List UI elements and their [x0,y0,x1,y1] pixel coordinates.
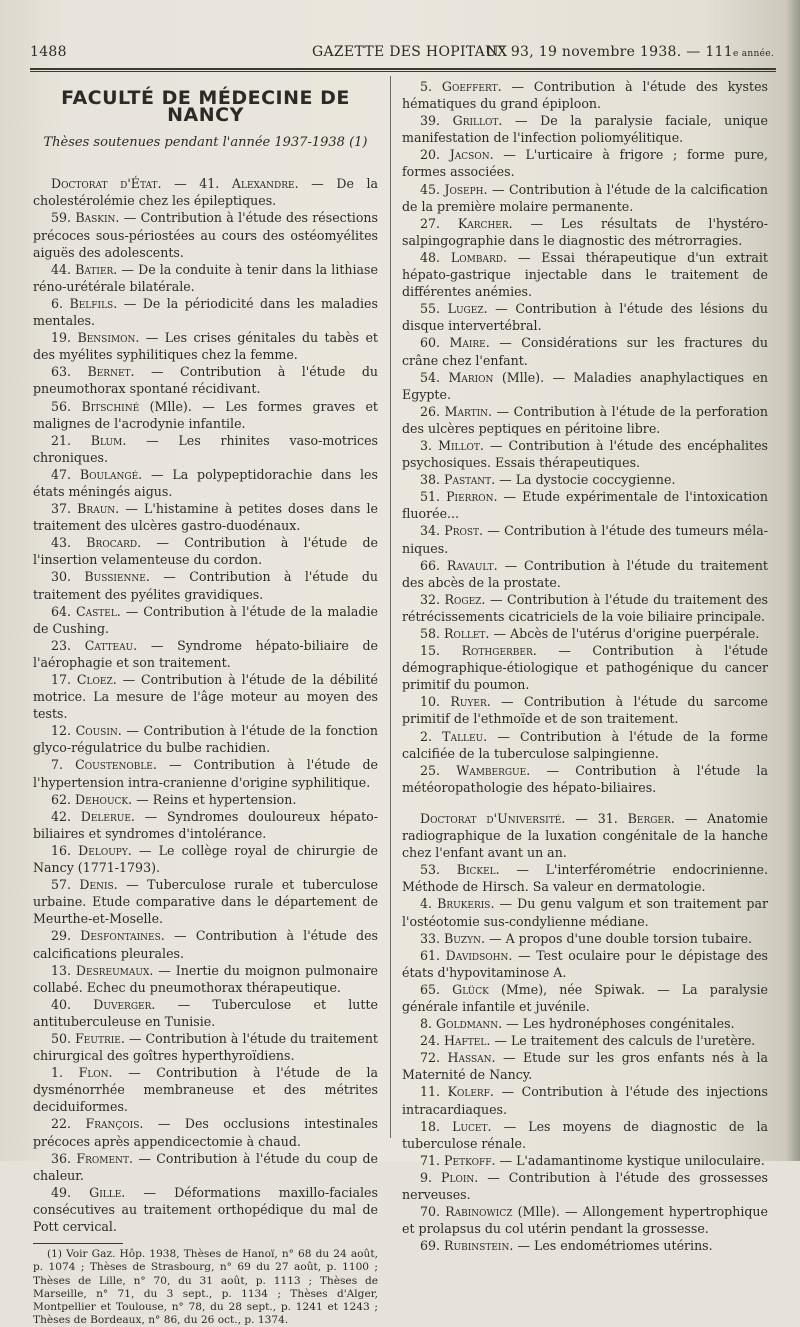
entry-number: 48. [420,249,441,265]
entry-title: — Essai thérapeutique d'un extrait hépato-gastrique injectable dans le traitement de différentes anémies. [402,249,768,300]
entry-title: — Contribution à l'étude du traitement des pyélites gravidiques. [33,569,378,602]
entry-number: 1. [51,1065,64,1081]
entry-author: Brocard. [86,535,142,551]
entry-number: 29. [51,928,72,944]
thesis-entry [402,1032,768,1049]
entry-author: Batier. [75,261,118,277]
entry-title: — Contribution à l'étude de la débilité motrice. La mesure de l'âge moteur au moyen des tests. [33,672,378,722]
entry-number: 69. [420,1238,441,1254]
entry-author: Feutrie. [75,1030,125,1046]
entry-number: 37. [51,501,72,517]
entry-author: Haftel. [444,1033,491,1049]
thesis-entry [402,728,768,762]
entry-author: Bussienne. [84,569,150,585]
thesis-entry [402,249,768,300]
entry-title: — Tuberculose et lutte antituberculeuse en Tunisie. [33,996,378,1029]
entry-number: 27. [420,215,441,231]
thesis-entry [33,261,378,295]
entry-author: Duverger. [93,996,156,1012]
thesis-entry [402,642,768,693]
thesis-entry [33,603,378,637]
issue-suffix: e année. [732,49,774,59]
thesis-entry [402,146,768,180]
thesis-entry [402,693,768,727]
entry-number: 65. [420,981,441,997]
entry-title: — Test oculaire pour le dépistage des états d'hypovitaminose A. [402,947,768,980]
entry-author: Millot. [438,437,484,453]
entry-author: Bitschiné [81,398,140,414]
entry-author: Wambergue. [456,762,531,778]
thesis-entry [402,471,768,488]
thesis-entry [33,637,378,671]
entry-number: 11. [420,1084,441,1100]
entry-number: 43. [51,535,72,551]
entry-title: — Du genu valgum et son traitement par l'ostéotomie sus-condylienne médiane. [402,896,768,929]
entry-author: Goeffert. [441,79,502,94]
entry-title: — Contribution à l'étude de la fonction glyco-régulatrice du bulbe rachidien. [33,723,378,756]
entry-author: Petkoff. [444,1152,496,1168]
entry-title: — Contribution à l'étude des injections intracardiaques. [402,1084,768,1117]
right-column [402,78,768,1254]
thesis-entry [33,1150,378,1184]
entry-title: — La dystocie coccygienne. [499,472,676,488]
entry-number: 42. [51,808,72,824]
entry-number: 16. [51,842,72,858]
entry-author: Jacson. [449,147,494,163]
entry-number: 18. [420,1118,441,1134]
thesis-entry [402,403,768,437]
thesis-entry [33,568,378,602]
entry-title: — Etude expérimentale de l'intoxication fluorée... [402,489,768,522]
entry-number: 40. [51,996,72,1012]
entry-title: — De la paralysie faciale, unique manifestation de l'infection poliomyélitique. [402,113,768,146]
entry-author: Froment. [76,1150,133,1166]
entry-number: 8. [420,1016,433,1032]
entry-number: 72. [420,1050,441,1066]
thesis-entry [402,522,768,556]
entry-number: 13. [51,962,72,978]
entry-title: — Syndrome hépato-biliaire de l'aérophagie et son traitement. [33,637,378,670]
entry-title: (Mlle). — Les formes graves et malignes de l'acrodynie infantile. [33,398,378,431]
thesis-entry [402,112,768,146]
entry-title: — Contribution à l'étude des kystes hématiques du grand épiploon. [402,79,768,112]
entry-author: Ravault. [446,557,498,573]
entry-title: — Contribution à l'étude démographique-étiologique et pathogénique du cancer primitif du poumon. [402,643,768,693]
entry-number: 30. [51,569,72,585]
footnote: (1) Voir Gaz. Hôp. 1938, Thèses de Hanoï, n° 68 du 24 août, p. 1074 ; Thèses de Strasbourg, n° 69 du 27 août, p. 1100 ; Thèses de Lille, n° 70, du 31 août, p. 1113 ; Thèses de Marseille, n° 71, du 3 sept., p. 1134 ; Thèses d'Alger, Montpellier et Toulouse, n° 78, du 28 sept., p. 1241 et 1243 ; Thèses de Bordeaux, n° 86, du 26 oct., p. 1374. [33,1248,378,1327]
entry-author: Martin. [444,403,493,419]
page-edge-shadow [786,0,800,1161]
entry-author: Coustenoble. [75,757,157,773]
entry-number: 62. [51,791,72,807]
thesis-entry [33,1030,378,1064]
entry-author: Pastant. [444,472,496,488]
entry-title: — L'interférométrie endocrinienne. Méthode de Hirsch. Sa valeur en dermatologie. [402,862,768,895]
entry-number: 61. [420,947,441,963]
doctorat-etat-heading: Doctorat d'État. — 41. Alexandre. — De la cholestérolémie chez les épileptiques. [33,176,379,209]
entry-author: Desfontaines. [80,928,165,944]
entry-number: 71. [420,1152,441,1168]
thesis-entry [402,1118,768,1152]
thesis-entry [33,363,378,397]
thesis-entry [402,861,768,895]
thesis-entry [402,1015,768,1032]
entry-number: 26. [420,403,441,419]
entry-number: 20. [420,147,441,163]
thesis-entry [33,756,378,790]
entry-author: Cousin. [75,723,122,739]
thesis-entry [33,329,378,363]
entry-title: — L'histamine à petites doses dans le traitement des ulcères gastro-duodénaux. [33,501,378,534]
entry-number: 58. [420,626,441,641]
entry-title: — De la cholestérolémie chez les épileptiques. [33,176,379,209]
thesis-entry [402,625,768,642]
entry-number: 4. [420,896,433,912]
thesis-entry [33,1064,378,1115]
entry-author: Lugez. [447,301,488,317]
thesis-entry [33,962,378,996]
entry-author: Ploin. [441,1169,479,1185]
entry-author: Pierron. [446,489,498,505]
entry-title: — De la conduite à tenir dans la lithiase réno-urétérale bilatérale. [33,261,378,294]
thesis-entry [33,1184,378,1235]
entry-title: (Mme), née Spiwak. — La paralysie générale infantile et juvénile. [402,981,768,1014]
left-column [33,78,378,1327]
entry-title: — Le collège royal de chirurgie de Nancy (1771-1793). [33,842,378,876]
entry-number: 49. [51,1184,72,1200]
thesis-entry [33,808,378,842]
entry-title: — Contribution à l'étude du traitement chirurgical des goîtres hyperthyroïdiens. [33,1030,378,1064]
entry-number: 41. [199,176,220,192]
thesis-entry [33,432,378,466]
thesis-entry [33,1115,378,1149]
entry-number: 9. [420,1169,433,1185]
entry-title: — Les hydronéphoses congénitales. [506,1016,735,1032]
entry-title: — Contribution à l'étude de la forme calcifiée de la tuberculose salpingienne. [402,728,768,761]
page-number: 1488 [30,44,67,60]
column-separator [390,76,391,1138]
entry-title: — Contribution à l'étude de l'insertion velamenteuse du cordon. [33,535,378,568]
entry-author: Cloez. [76,672,117,687]
entry-title: — Les moyens de diagnostic de la tuberculose rénale. [402,1118,768,1151]
entry-number: 38. [420,472,441,488]
entry-author: Rothgerber. [461,643,537,659]
entry-number: 53. [420,862,441,878]
entry-number: 55. [420,301,441,317]
footnote-rule [33,1243,123,1244]
entry-title: — Contribution à l'étude de la maladie de Cushing. [33,603,378,636]
entry-title: — Contribution à l'étude des lésions du disque intervertébral. [402,301,768,334]
section-label: Doctorat d'Université. [420,810,566,826]
entry-author: Bensimon. [77,330,140,346]
entry-author: Blum. [90,432,127,448]
entry-title: — Syndromes douloureux hépato-biliaires et syndromes d'intolérance. [33,808,378,841]
thesis-entry [33,671,378,722]
entry-number: 23. [51,637,72,653]
entry-title: — A propos d'une double torsion tubaire. [488,930,753,946]
entry-title: — Contribution à l'étude des encéphalites psychosiques. Essais thérapeutiques. [402,437,768,471]
entry-number: 51. [420,489,441,505]
entry-author: Dehouck. [75,791,133,807]
entry-title: — Etude sur les gros enfants nés à la Maternité de Nancy. [402,1050,768,1083]
entry-title: — Anatomie radiographique de la luxation congénitale de la hanche chez l'enfant avant un an. [402,810,768,861]
thesis-entry [33,209,378,260]
entry-title: — Contribution à l'étude du traitement des rétrécissements cicatriciels de la voie biliaire principale. [402,591,768,624]
thesis-entry [402,1049,768,1083]
entry-author: Rubinstein. [444,1238,514,1254]
entry-author: Glück [452,981,489,997]
entry-title: — Les crises génitales du tabès et des myélites syphilitiques chez la femme. [33,330,378,363]
entry-number: 56. [51,398,72,414]
entry-number: 5. [420,79,433,94]
right-thesis-list [402,78,768,796]
entry-author: Boulangé. [79,466,143,482]
issue-text: N° 93, 19 novembre 1938. — 111 [486,44,733,60]
section-label: Doctorat d'État. [51,176,162,192]
entry-author: Rabinowicz [445,1204,513,1220]
thesis-entry [33,876,378,927]
thesis-entry [33,466,378,500]
entry-number: 22. [51,1116,72,1132]
entry-author: Bernet. [87,364,135,380]
header-rule [30,68,776,72]
thesis-entry [402,334,768,368]
entry-number: 7. [51,757,64,773]
entry-title: — L'urticaire à frigore ; forme pure, formes associées. [402,147,768,180]
entry-author: Marion [448,369,494,385]
entry-author: Castel. [75,603,121,619]
entry-number: 39. [420,113,441,129]
doctorat-universite-heading: Doctorat d'Université. — 31. Berger. — Anatomie radiographique de la luxation congénitale de la hanche chez l'enfant avant un an. [402,810,768,861]
entry-number: 47. [51,466,72,482]
thesis-entry [33,534,378,568]
thesis-entry [402,369,768,403]
entry-title: — La polypeptidorachie dans les états méningés aigus. [33,466,378,499]
entry-title: — Abcès de l'utérus d'origine puerpérale. [493,626,760,641]
entry-number: 63. [51,364,72,380]
entry-author: Berger. [627,810,675,826]
entry-number: 45. [420,181,441,197]
entry-author: Delerue. [80,808,135,824]
entry-author: Deloupy. [78,842,132,858]
entry-author: Grillot. [452,113,503,129]
thesis-entry [402,437,768,471]
thesis-entry [402,895,768,929]
thesis-entry [402,981,768,1015]
entry-author: Catteau. [84,637,138,653]
entry-author: Karcher. [457,215,513,231]
entry-author: Davidsohn. [445,947,513,963]
thesis-entry [33,500,378,534]
thesis-entry [402,591,768,625]
entry-title: — L'adamantinome kystique uniloculaire. [499,1152,765,1168]
thesis-entry [33,295,378,329]
entry-title: — Contribution à l'étude du pneumothorax spontané récidivant. [33,364,378,397]
entry-author: Baskin. [75,210,120,226]
thesis-entry [402,300,768,334]
entry-title: — Les résultats de l'hystéro-salpingographie dans le diagnostic des métrorragies. [402,215,768,248]
entry-author: Kolerf. [447,1084,494,1100]
page-header [30,44,774,66]
entry-number: 70. [420,1204,441,1220]
entry-title: — Contribution à l'étude de l'hypertension intra-cranienne d'origine syphilitique. [33,757,378,790]
section-title: FACULTÉ DE MÉDECINE DE NANCY [61,87,350,127]
entry-number: 59. [51,210,72,226]
entry-author: Alexandre. [231,176,299,192]
entry-number: 24. [420,1033,441,1049]
entry-author: Rogez. [444,591,486,607]
thesis-entry [33,927,378,961]
entry-author: Goldmann. [436,1016,503,1032]
entry-number: 25. [420,762,441,778]
thesis-entry [33,722,378,756]
entry-number: 60. [420,335,441,351]
entry-number: 54. [420,369,441,385]
thesis-entry [402,1237,768,1254]
thesis-entry [402,1169,768,1203]
thesis-entry [402,930,768,947]
thesis-entry [402,215,768,249]
thesis-entry [402,78,768,112]
entry-author: Denis. [79,877,118,893]
entry-title: — Contribution à l'étude de la perforation des ulcères peptiques en péritoine libre. [402,403,768,436]
entry-title: — De la périodicité dans les maladies mentales. [33,295,378,329]
entry-author: Desreumaux. [75,962,154,978]
thesis-entry [402,488,768,522]
section-subtitle: Thèses soutenues pendant l'année 1937-1938 (1) [43,135,368,151]
entry-author: Gille. [89,1184,126,1200]
entry-number: 33. [420,930,441,946]
universite-thesis-list [402,861,768,1254]
entry-author: Ruyer. [450,694,491,710]
entry-number: 2. [420,728,433,744]
entry-title: — Contribution à l'étude du coup de chaleur. [33,1150,379,1183]
entry-author: Maire. [449,335,490,351]
entry-author: Bickel. [456,862,500,878]
entry-author: Lucet. [452,1118,492,1134]
thesis-entry [402,762,768,796]
thesis-entry [33,996,378,1030]
entry-author: Joseph. [444,181,488,197]
entry-number: 36. [51,1150,72,1166]
entry-number: 3. [420,437,433,453]
entry-title: — Contribution à l'étude des grossesses nerveuses. [402,1169,768,1202]
entry-number: 31. [597,810,618,826]
entry-number: 19. [51,330,72,346]
left-thesis-list [33,209,378,1235]
entry-number: 15. [420,643,441,659]
entry-title: (Mlle). — Allongement hypertrophique et prolapsus du col utérin pendant la grossesse. [402,1204,768,1237]
entry-title: — Contribution à l'étude des tumeurs méla-niques. [402,523,768,556]
thesis-entry [33,398,378,432]
entry-number: 32. [420,591,441,607]
entry-number: 21. [51,432,72,448]
entry-title: — Contribution à l'étude du traitement des abcès de la prostate. [402,557,768,590]
entry-author: Talleu. [442,728,488,744]
thesis-entry [33,791,378,808]
entry-author: Buzyn. [444,930,485,946]
entry-number: 34. [420,523,441,539]
entry-title: — Contribution à l'étude la météoropathologie des hépato-biliaires. [402,762,768,795]
entry-author: Belfils. [69,295,118,311]
entry-title: — Inertie du moignon pulmonaire collabé. Echec du pneumothorax thérapeutique. [33,962,378,995]
thesis-entry [402,557,768,591]
entry-title: — Les endométriomes utérins. [517,1238,713,1254]
thesis-entry [402,181,768,215]
thesis-entry [402,1203,768,1237]
entry-number: 6. [51,295,64,311]
entry-number: 44. [51,261,72,277]
entry-author: Hassan. [447,1050,496,1066]
entry-title: — Les rhinites vaso-motrices chroniques. [33,432,378,465]
entry-title: — Considérations sur les fractures du crâne chez l'enfant. [402,335,768,368]
thesis-entry [402,1152,768,1169]
entry-number: 64. [51,603,72,619]
entry-author: Prost. [444,523,484,539]
entry-title: — Reins et hypertension. [136,791,297,807]
entry-title: — Contribution à l'étude du sarcome primitif de l'ethmoïde et de son traitement. [402,694,768,727]
entry-author: Flon. [78,1065,113,1081]
entry-author: Lombard. [450,249,507,265]
thesis-entry [402,947,768,981]
entry-title: — Contribution à l'étude des calcifications pleurales. [33,928,378,961]
entry-title: — Tuberculose rurale et tuberculose urbaine. Etude comparative dans le département de Meurthe-et-Moselle. [33,877,378,927]
entry-author: Brukeris. [437,896,495,912]
entry-title: — Contribution à l'étude des résections précoces sous-périostées au cours des ostéomyélites aiguës des adolescents. [33,210,378,260]
entry-title: — Contribution à l'étude de la calcification de la première molaire permanente. [402,181,768,214]
thesis-entry [33,842,378,876]
entry-author: François. [85,1116,144,1132]
entry-number: 12. [51,723,72,739]
entry-number: 50. [51,1030,72,1046]
entry-title: — Contribution à l'étude de la dysménorrhée membraneuse et des métrites deciduiformes. [33,1065,378,1115]
issue-info [486,44,774,60]
entry-author: Braun. [77,501,120,517]
entry-number: 57. [51,877,72,893]
thesis-entry [402,1083,768,1117]
entry-number: 66. [420,557,441,573]
entry-title: — Déformations maxillo-faciales consécutives au traitement orthopédique du mal de Pott cervical. [33,1184,378,1234]
entry-number: 10. [420,694,441,710]
entry-title: (Mlle). — Maladies anaphylactiques en Egypte. [402,369,769,402]
entry-number: 17. [51,672,72,687]
entry-title: — Le traitement des calculs de l'uretère. [494,1033,756,1049]
entry-title: — Des occlusions intestinales précoces après appendicectomie à chaud. [33,1116,378,1149]
journal-title: GAZETTE DES HOPITAUX [312,44,508,60]
entry-author: Rollet. [444,626,490,641]
